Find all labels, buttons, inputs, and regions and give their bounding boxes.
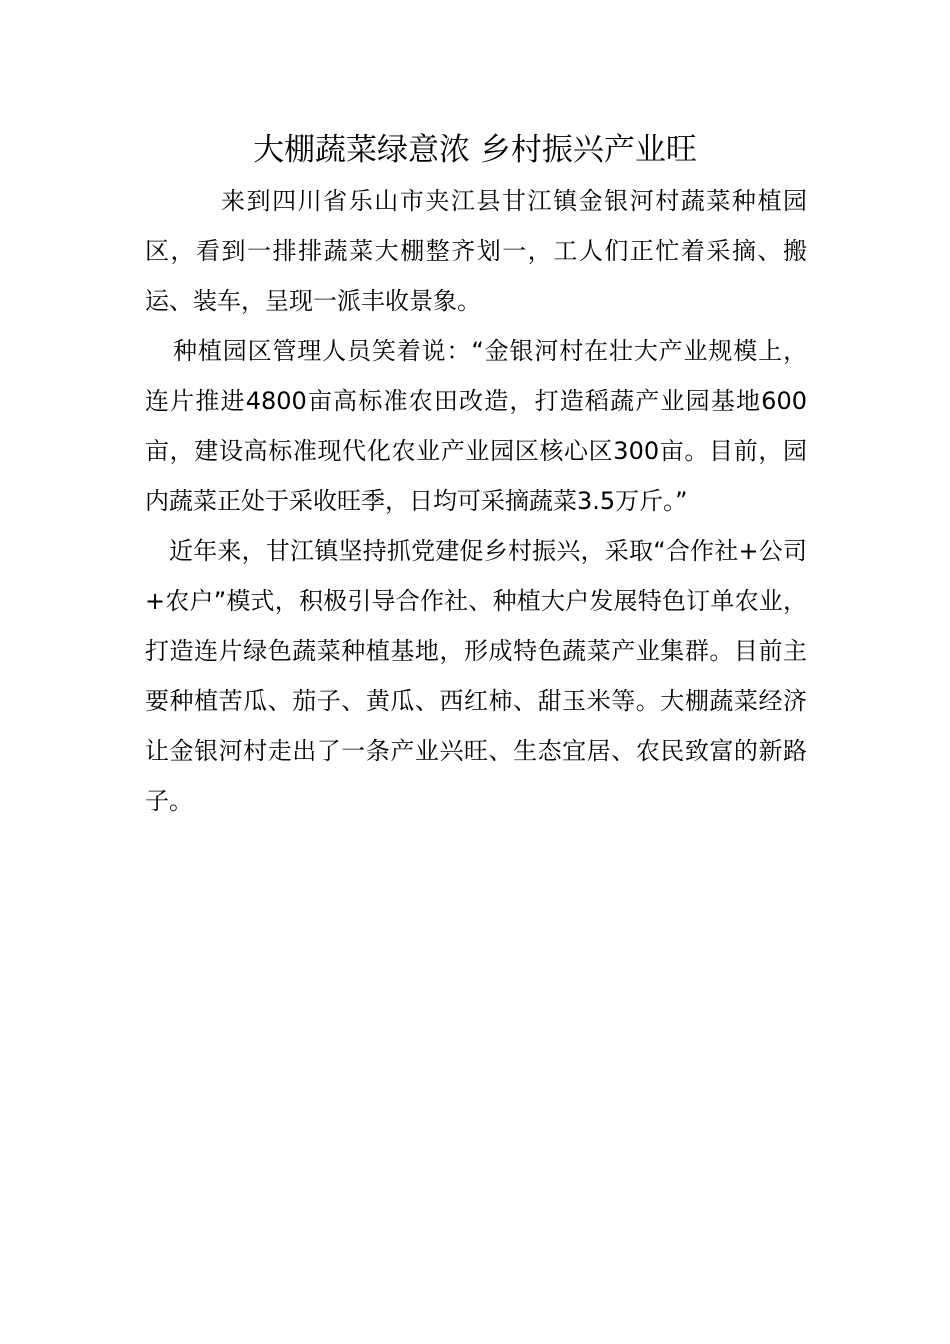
document-body: [145, 176, 807, 826]
paragraph-2: 种植园区管理人员笑着说：“金银河村在壮大产业规模上，连片推进4800亩高标准农田改造，打造稻蔬产业园基地600亩，建设高标准现代化农业产业园区核心区300亩。目前，园内蔬菜正处于采收旺季，日均可采摘蔬菜3.5万斤。”: [145, 337, 807, 515]
paragraph-3: 近年来，甘江镇坚持抓党建促乡村振兴，采取“合作社+公司+农户”模式，积极引导合作社、种植大户发展特色订单农业，打造连片绿色蔬菜种植基地，形成特色蔬菜产业集群。目前主要种植苦瓜、茄子、黄瓜、西红柿、甜玉米等。大棚蔬菜经济让金银河村走出了一条产业兴旺、生态宜居、农民致富的新路子。: [145, 537, 807, 815]
document-title: 大棚蔬菜绿意浓 乡村振兴产业旺: [253, 132, 697, 168]
paragraph-1: 来到四川省乐山市夹江县甘江镇金银河村蔬菜种植园区，看到一排排蔬菜大棚整齐划一，工人们正忙着采摘、搬运、装车，呈现一派丰收景象。: [145, 187, 807, 315]
